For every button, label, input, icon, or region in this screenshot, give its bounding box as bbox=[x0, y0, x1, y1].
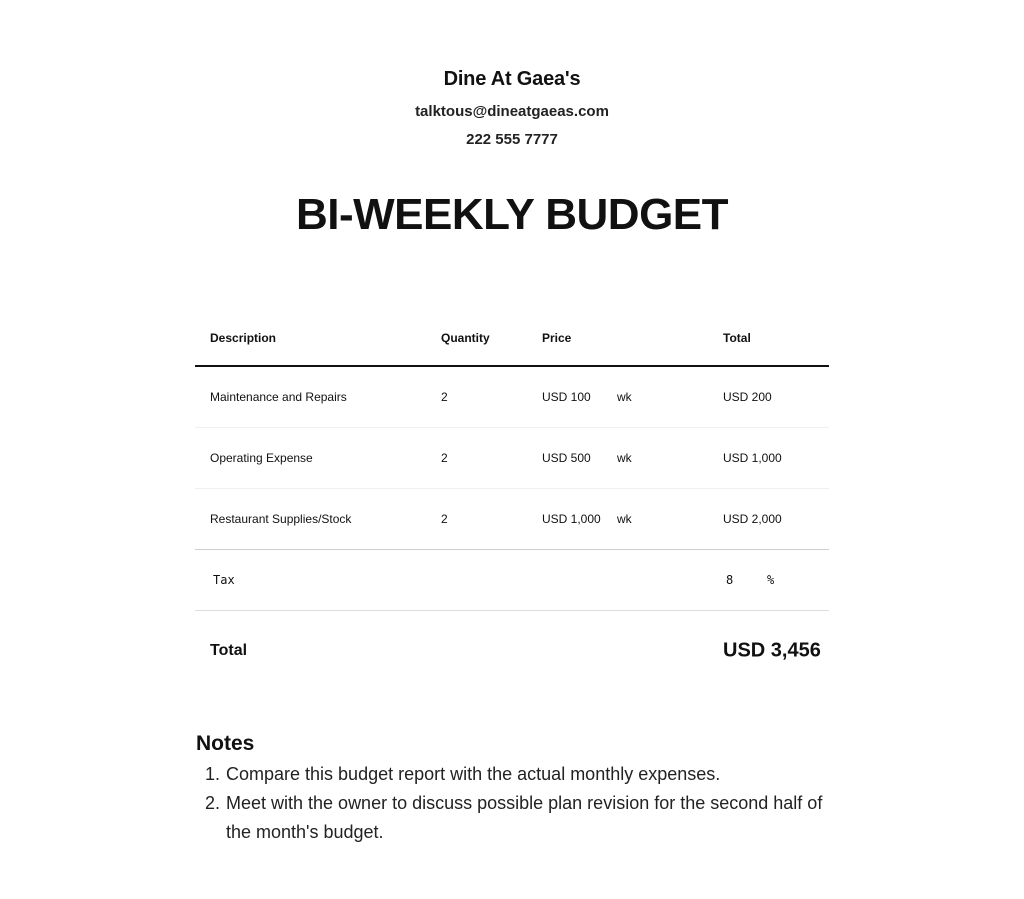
row-description: Maintenance and Repairs bbox=[210, 390, 347, 404]
header-quantity: Quantity bbox=[441, 330, 490, 345]
row-total: USD 2,000 bbox=[723, 512, 782, 526]
table-row bbox=[195, 489, 829, 550]
row-quantity: 2 bbox=[441, 451, 448, 465]
document-title: BI-WEEKLY BUDGET bbox=[295, 190, 729, 239]
budget-table bbox=[195, 310, 829, 691]
table-header-row bbox=[195, 310, 829, 367]
header-total: Total bbox=[723, 330, 751, 345]
grand-total-value: USD 3,456 bbox=[723, 639, 821, 662]
row-unit: wk bbox=[617, 512, 632, 526]
table-row bbox=[195, 367, 829, 428]
notes-title: Notes bbox=[196, 732, 255, 755]
row-description: Restaurant Supplies/Stock bbox=[210, 512, 352, 526]
note-number: 1. bbox=[205, 764, 221, 784]
row-price: USD 1,000 bbox=[542, 512, 601, 526]
tax-value: 8 bbox=[726, 573, 734, 587]
list-item bbox=[196, 789, 836, 847]
grand-total-label: Total bbox=[210, 642, 248, 659]
row-total: USD 200 bbox=[723, 390, 772, 404]
grand-total-row bbox=[195, 611, 829, 691]
notes-list bbox=[196, 760, 836, 847]
tax-row bbox=[195, 550, 829, 611]
tax-label: Tax bbox=[213, 573, 235, 587]
company-name: Dine At Gaea's bbox=[443, 68, 581, 90]
row-price: USD 100 bbox=[542, 390, 591, 404]
row-total: USD 1,000 bbox=[723, 451, 782, 465]
note-number: 2. bbox=[205, 793, 221, 813]
row-price: USD 500 bbox=[542, 451, 591, 465]
note-text: Meet with the owner to discuss possible plan revision for the second half of the month's budget. bbox=[226, 793, 823, 842]
row-unit: wk bbox=[617, 451, 632, 465]
table-row bbox=[195, 428, 829, 489]
header-price: Price bbox=[542, 330, 572, 345]
note-text: Compare this budget report with the actual monthly expenses. bbox=[226, 764, 721, 784]
notes-section bbox=[196, 732, 836, 847]
row-quantity: 2 bbox=[441, 512, 448, 526]
company-phone: 222 555 7777 bbox=[466, 131, 558, 148]
row-unit: wk bbox=[617, 390, 632, 404]
row-description: Operating Expense bbox=[210, 451, 313, 465]
tax-percent-sign: % bbox=[767, 573, 775, 587]
list-item bbox=[196, 760, 836, 789]
row-quantity: 2 bbox=[441, 390, 448, 404]
company-email: talktous@dineatgaeas.com bbox=[415, 103, 609, 120]
header-description: Description bbox=[210, 330, 277, 345]
